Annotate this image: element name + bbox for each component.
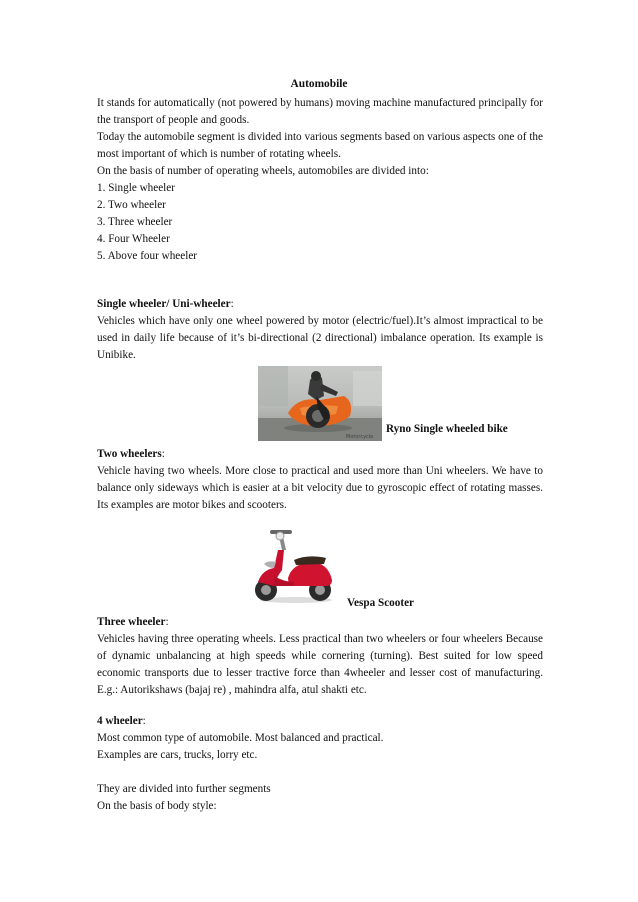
three-wheeler-section: Three wheeler: Vehicles having three operating wheels. Less practical than two wheelers or four wheelers Because of dynamic unbalancing at high speeds while cornering (turning). Best suited for low speed economic transports due to lesser tractive force than 4wheeler and lesser cost of manufacturing. E.g.: Autorikshaws (bajaj re) , mahindra alfa, atul shakti etc. [97,614,543,699]
section-body: Vehicles which have only one wheel powered by motor (electric/fuel).It’s almost impractical to be used in daily life because of it’s bi-directional (2 directional) imbalance operation. Its example is Unibike. [97,315,543,361]
four-wheeler-section: 4 wheeler: Most common type of automobile. Most balanced and practical. Examples are cars, trucks, lorry etc. They are divided into further segments On the basis of body style: [97,713,543,815]
intro-paragraph-3: On the basis of number of operating wheels, automobiles are divided into: [97,165,429,177]
section-body-line: They are divided into further segments [97,783,271,795]
section-heading: Single wheeler/ Uni-wheeler [97,298,231,310]
wheel-list-item: 1. Single wheeler [97,182,175,194]
section-heading: Two wheelers [97,448,162,460]
page-title: Automobile [290,78,348,90]
single-wheeler-section: Single wheeler/ Uni-wheeler: Vehicles which have only one wheel powered by motor (electric/fuel).It’s almost impractical to be used in daily life because of it’s bi-directional (2 directional) imbalance operation. Its example is Unibike. [97,296,543,364]
section-body: Vehicle having two wheels. More close to practical and used more than Uni wheelers. We have to balance only sideways which is easier at a bit velocity due to gyroscopic effect of rotating masses. Its examples are motor bikes and scooters. [97,465,543,511]
unicycle-bike-image [258,366,382,441]
intro-paragraph-1: It stands for automatically (not powered by humans) moving machine manufactured principally for the transport of people and goods. [97,97,543,126]
vespa-scooter-image [248,520,342,606]
section-heading: Three wheeler [97,616,166,628]
wheel-list-item: 3. Three wheeler [97,216,173,228]
intro-section [97,95,543,265]
two-wheeler-section: Two wheelers: Vehicle having two wheels. More close to practical and used more than Uni wheelers. We have to balance only sideways which is easier at a bit velocity due to gyroscopic effect of rotating masses. Its examples are motor bikes and scooters. [97,446,543,514]
wheel-list-item: 5. Above four wheeler [97,250,198,262]
section-body-line: On the basis of body style: [97,800,217,812]
image-watermark: Motorcycle [346,434,374,440]
section-body-line: Examples are cars, trucks, lorry etc. [97,749,258,761]
intro-paragraph-2: Today the automobile segment is divided into various segments based on various aspects one of the most important of which is number of rotating wheels. [97,131,543,160]
wheel-list-item: 4. Four Wheeler [97,233,170,245]
section-heading: 4 wheeler [97,715,143,727]
vespa-caption: Vespa Scooter [347,597,415,609]
section-body-line: Most common type of automobile. Most balanced and practical. [97,732,384,744]
ryno-caption: Ryno Single wheeled bike [386,423,508,435]
section-body: Vehicles having three operating wheels. Less practical than two wheelers or four wheelers Because of dynamic unbalancing at high speeds while cornering (turning). Best suited for low speed economic transports due to lesser tractive force than 4wheeler and lesser cost of manufacturing. E.g.: Autorikshaws (bajaj re) , mahindra alfa, atul shakti etc. [97,633,543,696]
wheel-list-item: 2. Two wheeler [97,199,166,211]
